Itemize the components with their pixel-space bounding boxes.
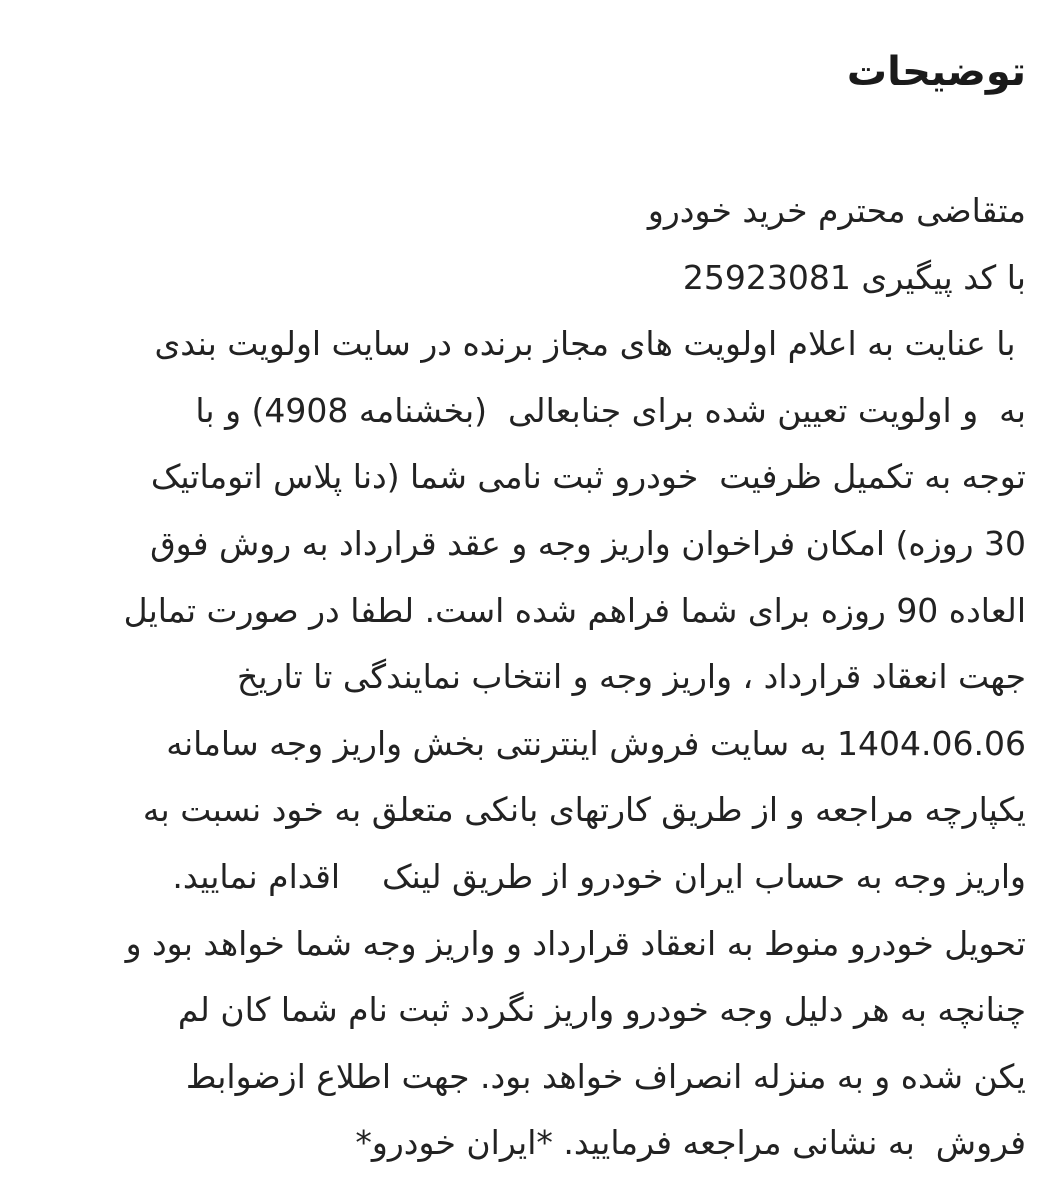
message-line: به و اولویت تعیین شده برای جنابعالی (بخشنامه 4908) و با: [195, 390, 1026, 430]
message-body: [26, 178, 1026, 1177]
message-line: با عنایت به اعلام اولویت های مجاز برنده در سایت اولویت بندی: [154, 324, 1026, 364]
message-line: تحویل خودرو منوط به انعقاد قرارداد و واریز وجه شما خواهد بود و: [125, 923, 1026, 963]
message-line: متقاضی محترم خرید خودرو: [647, 191, 1026, 230]
message-line: توجه به تکمیل ظرفیت خودرو ثبت نامی شما (دنا پلاس اتوماتیک: [150, 457, 1026, 497]
message-line: جهت انعقاد قرارداد ، واریز وجه و انتخاب نمایندگی تا تاریخ: [237, 657, 1026, 697]
message-line: یکپارچه مراجعه و از طریق کارتهای بانکی متعلق به خود نسبت به: [142, 790, 1026, 830]
message-line: چنانچه به هر دلیل وجه خودرو واریز نگردد ثبت نام شما کان لم: [177, 990, 1026, 1030]
message-line: 1404.06.06 به سایت فروش اینترنتی بخش واریز وجه سامانه: [166, 723, 1026, 763]
message-line: فروش به نشانی مراجعه فرمایید. *ایران خودرو*: [355, 1123, 1026, 1163]
message-line: واریز وجه به حساب ایران خودرو از طریق لینک اقدام نمایید.: [172, 856, 1026, 896]
message-line: با کد پیگیری 25923081: [672, 257, 1026, 297]
page-title: توضیحات: [846, 49, 1026, 95]
message-line: یکن شده و به منزله انصراف خواهد بود. جهت اطلاع ازضوابط: [185, 1056, 1026, 1096]
message-line: 30 روزه) امکان فراخوان واریز وجه و عقد قرارداد به روش فوق: [150, 523, 1026, 563]
message-line: العاده 90 روزه برای شما فراهم شده است. لطفا در صورت تمایل: [123, 590, 1026, 630]
